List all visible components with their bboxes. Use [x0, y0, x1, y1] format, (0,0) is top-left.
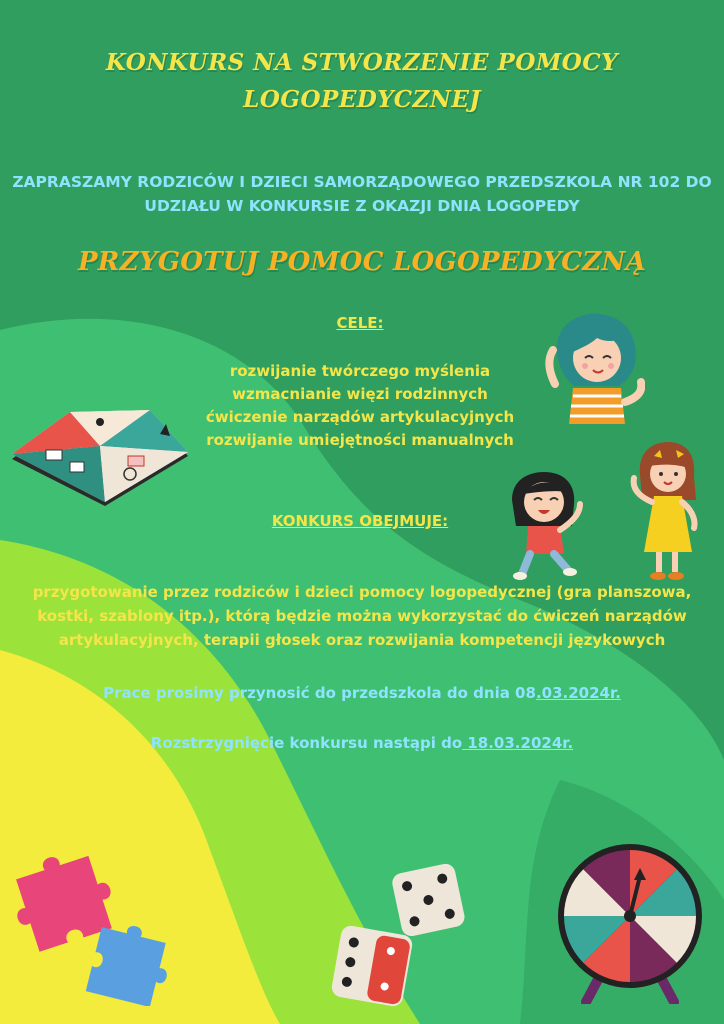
goal-item: rozwijanie umiejętności manualnych [206, 431, 514, 449]
scope-line-2: kostki, szablony itp.), którą będzie można wykorzystać do ćwiczeń narządów [37, 607, 687, 625]
title-line-2: LOGOPEDYCZNEJ [243, 86, 481, 113]
girl-dancing-icon [628, 440, 704, 582]
deadline-text [0, 684, 724, 702]
deadline-date: .03.2024r. [535, 684, 621, 702]
goals-heading: CELE: [336, 314, 384, 332]
invitation-text [0, 170, 724, 218]
title-line-1: KONKURS NA STWORZENIE POMOCY [105, 49, 619, 76]
result-text [0, 734, 724, 752]
contest-title [0, 44, 724, 118]
scope-line-1: przygotowanie przez rodziców i dzieci pomocy logopedycznej (gra planszowa, [32, 583, 692, 601]
scope-line-3: artykulacyjnych, terapii głosek oraz rozwijania kompetencji językowych [58, 631, 666, 649]
scope-text [0, 580, 724, 652]
deadline-prefix: Prace prosimy przynosić do przedszkola do dnia 08 [103, 684, 536, 702]
result-date: 18.03.2024r. [462, 734, 574, 752]
invitation-line-1: ZAPRASZAMY RODZICÓW I DZIECI SAMORZĄDOWEGO PRZEDSZKOLA NR 102 DO [12, 173, 712, 191]
puzzle-pieces-icon [16, 842, 176, 1006]
result-prefix: Rozstrzygnięcie konkursu nastąpi do [150, 734, 463, 752]
girl-laughing-icon [508, 470, 590, 582]
prize-wheel-icon [556, 842, 704, 1004]
scope-heading: KONKURS OBEJMUJE: [271, 512, 449, 530]
goal-item: wzmacnianie więzi rodzinnych [232, 385, 488, 403]
goals-list [150, 360, 570, 452]
goal-item: rozwijanie twórczego myślenia [229, 362, 491, 380]
goal-item: ćwiczenie narządów artykulacyjnych [205, 408, 515, 426]
dice-icon [328, 858, 468, 1012]
headline: PRZYGOTUJ POMOC LOGOPEDYCZNĄ [77, 247, 647, 277]
invitation-line-2: UDZIAŁU W KONKURSIE Z OKAZJI DNIA LOGOPEDY [144, 197, 580, 215]
